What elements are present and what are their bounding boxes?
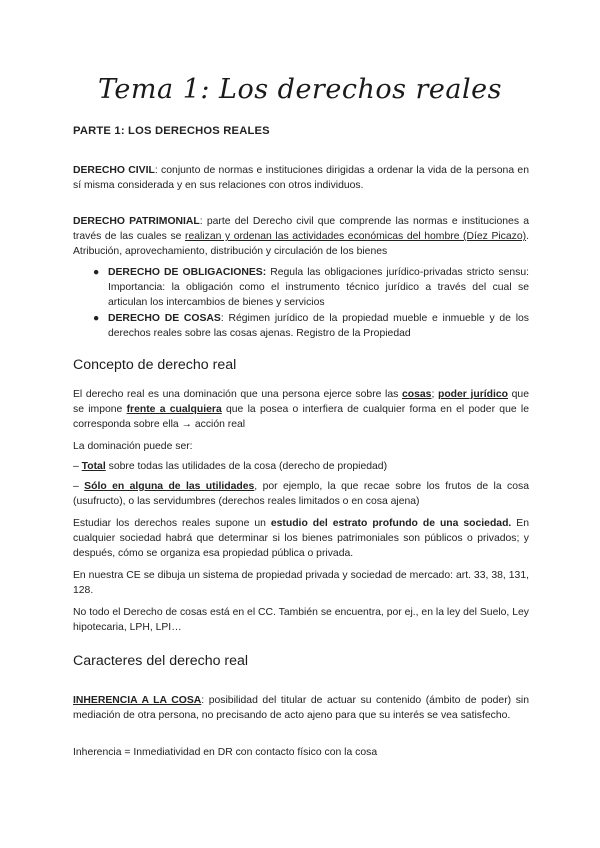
paragraph-total bbox=[73, 459, 529, 474]
dash: – bbox=[73, 461, 82, 472]
term-derecho-civil: DERECHO CIVIL bbox=[73, 165, 155, 176]
definition-patrimonial-part2: . Atribución, aprovechamiento, distribución y circulación de los bienes bbox=[73, 231, 529, 258]
term-frente-a-cualquiera: frente a cualquiera bbox=[126, 404, 222, 416]
text-run: , por ejemplo, la que recae sobre los frutos de la cosa (usufructo), o las servidumbres (derechos reales limitados o en cosa ajena) bbox=[73, 481, 529, 508]
paragraph-inherencia bbox=[73, 693, 529, 723]
bullet-icon: ● bbox=[93, 312, 100, 324]
paragraph-estudiar bbox=[73, 516, 529, 562]
text-run: que la posea o interfiera de cualquier forma en el poder que le corresponda sobre ella → acción real bbox=[73, 404, 529, 431]
term-solo-utilidades: Sólo en alguna de las utilidades bbox=[84, 481, 255, 492]
list-item bbox=[93, 265, 529, 311]
section-heading-concepto: Concepto de derecho real bbox=[73, 357, 237, 373]
paragraph-ce: En nuestra CE se dibuja un sistema de propiedad privada y sociedad de mercado: art. 33, 38, 131, 128. bbox=[73, 570, 529, 597]
text-run: Estudiar los derechos reales supone un bbox=[73, 518, 271, 529]
term-obligaciones: DERECHO DE OBLIGACIONES: bbox=[108, 267, 267, 278]
part-heading: PARTE 1: LOS DERECHOS REALES bbox=[73, 125, 270, 137]
text-run: ; bbox=[431, 389, 438, 400]
term-cosas-underlined: cosas bbox=[401, 389, 432, 400]
bullet-icon: ● bbox=[93, 267, 100, 278]
branches-list bbox=[93, 265, 529, 341]
dash: – bbox=[73, 481, 85, 492]
paragraph-solo-utilidades bbox=[73, 479, 529, 509]
definition-cosas: : Régimen jurídico de la propiedad mueble e inmueble y de los derechos reales sobre las cosas ajenas. Registro de la Propiedad bbox=[108, 312, 529, 339]
term-cosas: DERECHO DE COSAS bbox=[108, 312, 221, 324]
text-run: que se impone bbox=[73, 389, 529, 416]
list-item bbox=[93, 311, 529, 341]
definition-patrimonial-part1: : parte del Derecho civil que comprende las normas e instituciones a través de las cuales se bbox=[73, 216, 530, 243]
section-heading-caracteres: Caracteres del derecho real bbox=[73, 653, 249, 669]
definition-derecho-civil: : conjunto de normas e instituciones dirigidas a ordenar la vida de la persona en sí misma considerada y en sus relaciones con otros individuos. bbox=[73, 165, 529, 192]
paragraph-derecho-civil bbox=[73, 163, 529, 193]
text-run: sobre todas las utilidades de la cosa (derecho de propiedad) bbox=[105, 461, 388, 472]
definition-obligaciones: Regula las obligaciones jurídico-privadas stricto sensu: Importancia: la obligación como el instrumento técnico jurídico a través del cual se articulan los intercambios de bienes y servicios bbox=[108, 267, 529, 309]
term-total: Total bbox=[81, 461, 106, 472]
paragraph-otras-leyes: No todo el Derecho de cosas está en el CC. También se encuentra, por ej., en la ley del Suelo, Ley hipotecaria, LPH, LPI… bbox=[73, 607, 529, 634]
term-inherencia: INHERENCIA A LA COSA bbox=[73, 695, 202, 706]
paragraph-dominacion: La dominación puede ser: bbox=[73, 441, 193, 452]
document-title: Tema 1: Los derechos reales bbox=[98, 74, 502, 105]
paragraph-derecho-patrimonial bbox=[73, 214, 529, 260]
paragraph-concepto bbox=[73, 387, 529, 433]
text-run: En cualquier sociedad habrá que determinar si los bienes patrimoniales son públicos o privados; y después, cómo se organiza esa propiedad pública o privada. bbox=[73, 518, 529, 560]
paragraph-inmediatividad: Inherencia = Inmediatividad en DR con contacto físico con la cosa bbox=[73, 747, 378, 758]
definition-patrimonial-underlined: realizan y ordenan las actividades económicas del hombre (Díez Picazo) bbox=[184, 231, 527, 243]
term-estudio-estrato: estudio del estrato profundo de una sociedad. bbox=[270, 518, 512, 529]
text-run: : posibilidad del titular de actuar su contenido (ámbito de poder) sin mediación de otra persona, no precisando de acto ajeno para que su interés se vea satisfecho. bbox=[73, 695, 530, 722]
term-derecho-patrimonial: DERECHO PATRIMONIAL bbox=[73, 216, 200, 227]
text-run: El derecho real es una dominación que una persona ejerce sobre las bbox=[73, 389, 402, 400]
term-poder-juridico: poder jurídico bbox=[437, 389, 509, 400]
